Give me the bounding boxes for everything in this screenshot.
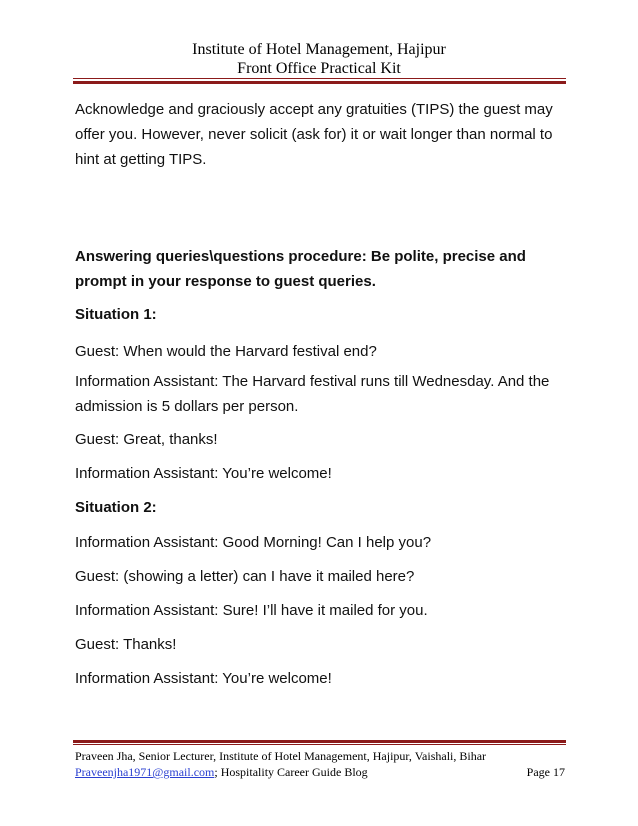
header-institute: Institute of Hotel Management, Hajipur xyxy=(192,41,446,58)
page-number: Page 17 xyxy=(526,765,565,779)
header-rule-thick xyxy=(73,81,566,84)
dialogue-line: Information Assistant: Good Morning! Can I help you? xyxy=(75,534,432,551)
dialogue-line: Information Assistant: The Harvard festival runs till Wednesday. And the admission is 5 dollars per person. xyxy=(75,373,550,415)
dialogue-line: Guest: (showing a letter) can I have it mailed here? xyxy=(75,568,415,585)
dialogue-line: Information Assistant: Sure! I’ll have it mailed for you. xyxy=(75,602,428,619)
dialogue-line: Guest: When would the Harvard festival end? xyxy=(75,343,377,360)
dialogue-line: Guest: Thanks! xyxy=(75,636,177,653)
dialogue-line: Information Assistant: You’re welcome! xyxy=(75,670,332,687)
intro-paragraph: Acknowledge and graciously accept any gratuities (TIPS) the guest may offer you. However, never solicit (ask for) it or wait longer than normal to hint at getting TIPS. xyxy=(75,101,553,168)
header-kit-title: Front Office Practical Kit xyxy=(237,60,401,77)
dialogue-line: Guest: Great, thanks! xyxy=(75,431,218,448)
footer-rule-thick xyxy=(73,740,566,743)
header-rule-thin xyxy=(73,78,566,79)
footer-author-line: Praveen Jha, Senior Lecturer, Institute of Hotel Management, Hajipur, Vaishali, Bihar xyxy=(75,749,487,763)
footer-blog-text: ; Hospitality Career Guide Blog xyxy=(214,765,368,779)
dialogue-line: Information Assistant: You’re welcome! xyxy=(75,465,332,482)
procedure-heading: Answering queries\questions procedure: Be polite, precise and prompt in your response to guest queries. xyxy=(75,248,526,290)
situation-1-title: Situation 1: xyxy=(75,306,157,323)
footer-rule-thin xyxy=(73,744,566,745)
footer-contact-line xyxy=(75,764,565,780)
footer-email-link[interactable]: Praveenjha1971@gmail.com xyxy=(75,765,215,779)
situation-2-title: Situation 2: xyxy=(75,499,157,516)
